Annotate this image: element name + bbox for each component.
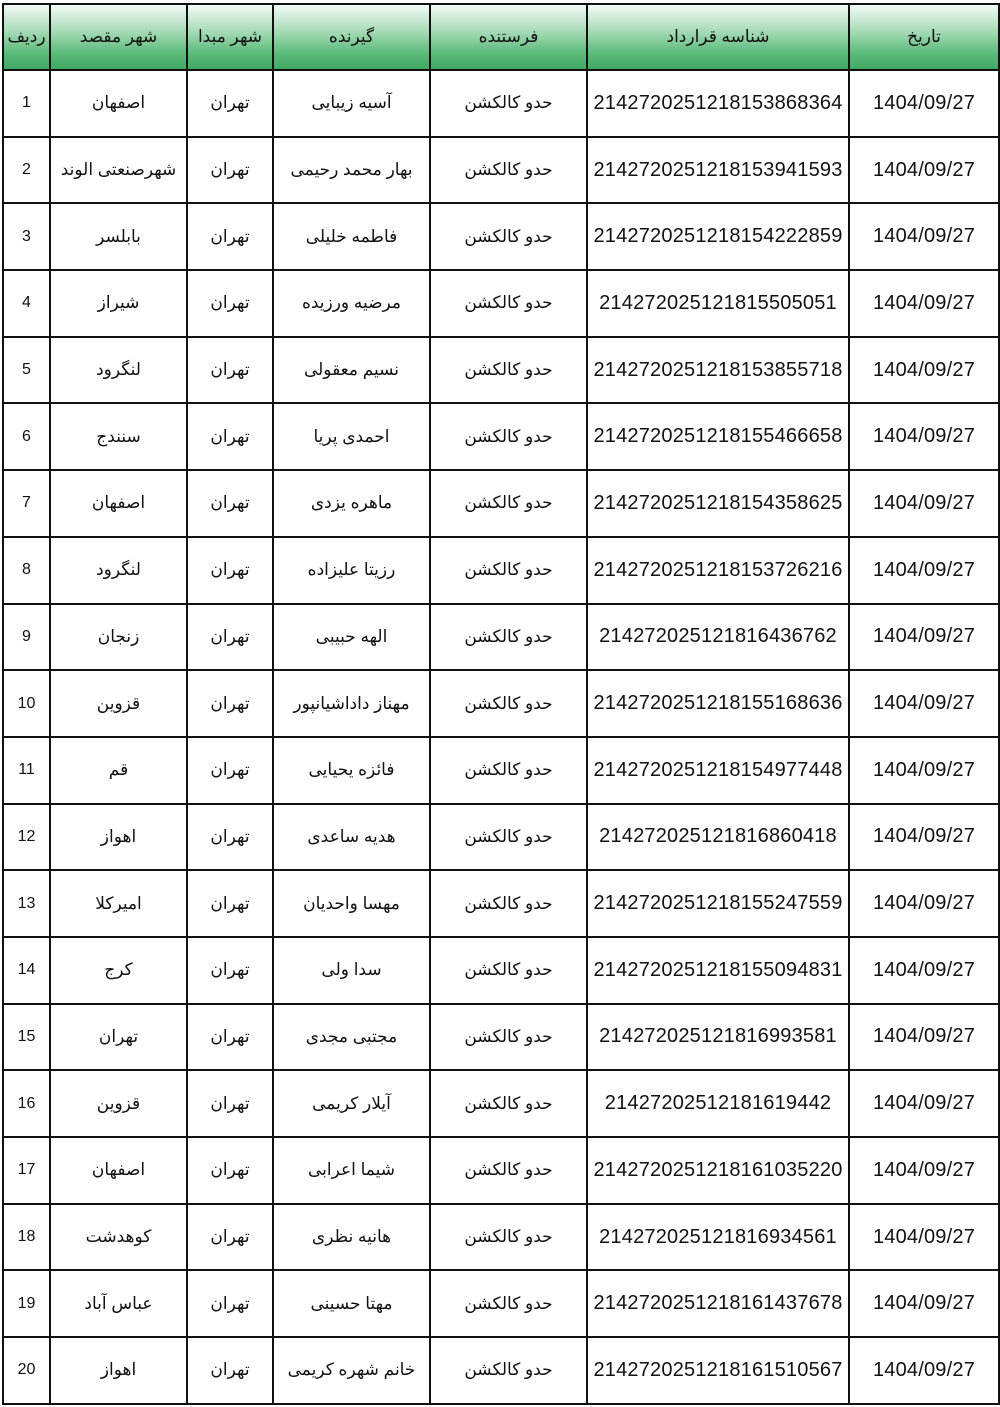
destination-cell: بابلسر	[50, 203, 187, 270]
sender-cell: حدو کالکشن	[430, 1070, 587, 1137]
destination-cell: عباس آباد	[50, 1270, 187, 1337]
receiver-cell: ماهره یزدی	[273, 470, 430, 537]
contract-id-cell: 2142720251218154977448	[587, 737, 849, 804]
receiver-cell: سدا ولی	[273, 937, 430, 1004]
receiver-cell: آیلار کریمی	[273, 1070, 430, 1137]
destination-cell: قم	[50, 737, 187, 804]
header-contract-id: شناسه قرارداد	[587, 4, 849, 70]
destination-cell: امیرکلا	[50, 870, 187, 937]
origin-cell: تهران	[187, 1337, 273, 1404]
sender-cell: حدو کالکشن	[430, 470, 587, 537]
header-row-number: ردیف	[3, 4, 50, 70]
contract-id-cell: 2142720251218155466658	[587, 403, 849, 470]
table-row	[3, 403, 999, 470]
row-number-cell: 14	[3, 937, 50, 1004]
contract-id-cell: 2142720251218161437678	[587, 1270, 849, 1337]
destination-cell: اصفهان	[50, 70, 187, 137]
sender-cell: حدو کالکشن	[430, 137, 587, 204]
contract-id-cell: 2142720251218154222859	[587, 203, 849, 270]
date-cell: 1404/09/27	[849, 1337, 999, 1404]
date-cell: 1404/09/27	[849, 270, 999, 337]
contract-id-cell: 21427202512181619442	[587, 1070, 849, 1137]
table-row	[3, 670, 999, 737]
origin-cell: تهران	[187, 337, 273, 404]
date-cell: 1404/09/27	[849, 337, 999, 404]
contract-id-cell: 214272025121816993581	[587, 1004, 849, 1071]
receiver-cell: آسیه زیبایی	[273, 70, 430, 137]
origin-cell: تهران	[187, 270, 273, 337]
table-row	[3, 1070, 999, 1137]
row-number-cell: 6	[3, 403, 50, 470]
date-cell: 1404/09/27	[849, 70, 999, 137]
row-number-cell: 16	[3, 1070, 50, 1137]
receiver-cell: نسیم معقولی	[273, 337, 430, 404]
sender-cell: حدو کالکشن	[430, 1270, 587, 1337]
sender-cell: حدو کالکشن	[430, 337, 587, 404]
row-number-cell: 9	[3, 604, 50, 671]
header-date: تاریخ	[849, 4, 999, 70]
sender-cell: حدو کالکشن	[430, 1204, 587, 1271]
date-cell: 1404/09/27	[849, 1137, 999, 1204]
destination-cell: زنجان	[50, 604, 187, 671]
header-destination: شهر مقصد	[50, 4, 187, 70]
date-cell: 1404/09/27	[849, 870, 999, 937]
date-cell: 1404/09/27	[849, 470, 999, 537]
table-row	[3, 870, 999, 937]
destination-cell: اصفهان	[50, 470, 187, 537]
origin-cell: تهران	[187, 804, 273, 871]
receiver-cell: هدیه ساعدی	[273, 804, 430, 871]
sender-cell: حدو کالکشن	[430, 70, 587, 137]
sender-cell: حدو کالکشن	[430, 937, 587, 1004]
header-sender: فرستنده	[430, 4, 587, 70]
origin-cell: تهران	[187, 937, 273, 1004]
receiver-cell: مجتبی مجدی	[273, 1004, 430, 1071]
sender-cell: حدو کالکشن	[430, 670, 587, 737]
receiver-cell: مهتا حسینی	[273, 1270, 430, 1337]
contract-id-cell: 2142720251218153941593	[587, 137, 849, 204]
date-cell: 1404/09/27	[849, 403, 999, 470]
receiver-cell: شیما اعرابی	[273, 1137, 430, 1204]
destination-cell: اصفهان	[50, 1137, 187, 1204]
destination-cell: لنگرود	[50, 537, 187, 604]
sender-cell: حدو کالکشن	[430, 537, 587, 604]
sender-cell: حدو کالکشن	[430, 604, 587, 671]
destination-cell: سنندج	[50, 403, 187, 470]
origin-cell: تهران	[187, 1270, 273, 1337]
receiver-cell: احمدی پریا	[273, 403, 430, 470]
destination-cell: قزوین	[50, 670, 187, 737]
sender-cell: حدو کالکشن	[430, 870, 587, 937]
destination-cell: تهران	[50, 1004, 187, 1071]
row-number-cell: 4	[3, 270, 50, 337]
origin-cell: تهران	[187, 1137, 273, 1204]
receiver-cell: فائزه یحیایی	[273, 737, 430, 804]
receiver-cell: مرضیه ورزیده	[273, 270, 430, 337]
date-cell: 1404/09/27	[849, 1004, 999, 1071]
destination-cell: قزوین	[50, 1070, 187, 1137]
date-cell: 1404/09/27	[849, 604, 999, 671]
receiver-cell: رزیتا علیزاده	[273, 537, 430, 604]
destination-cell: شهرصنعتی الوند	[50, 137, 187, 204]
row-number-cell: 12	[3, 804, 50, 871]
destination-cell: کرج	[50, 937, 187, 1004]
row-number-cell: 5	[3, 337, 50, 404]
sender-cell: حدو کالکشن	[430, 1137, 587, 1204]
table-row	[3, 470, 999, 537]
date-cell: 1404/09/27	[849, 1070, 999, 1137]
origin-cell: تهران	[187, 137, 273, 204]
contract-id-cell: 2142720251218154358625	[587, 470, 849, 537]
row-number-cell: 1	[3, 70, 50, 137]
contract-id-cell: 2142720251218155247559	[587, 870, 849, 937]
receiver-cell: هانیه نظری	[273, 1204, 430, 1271]
origin-cell: تهران	[187, 670, 273, 737]
contract-id-cell: 2142720251218155168636	[587, 670, 849, 737]
table-row	[3, 1337, 999, 1404]
row-number-cell: 7	[3, 470, 50, 537]
table-row	[3, 70, 999, 137]
table-row	[3, 1137, 999, 1204]
sender-cell: حدو کالکشن	[430, 203, 587, 270]
contract-id-cell: 214272025121816436762	[587, 604, 849, 671]
row-number-cell: 2	[3, 137, 50, 204]
origin-cell: تهران	[187, 604, 273, 671]
table-row	[3, 804, 999, 871]
table-row	[3, 270, 999, 337]
contract-id-cell: 214272025121816934561	[587, 1204, 849, 1271]
date-cell: 1404/09/27	[849, 670, 999, 737]
header-origin: شهر مبدا	[187, 4, 273, 70]
sender-cell: حدو کالکشن	[430, 270, 587, 337]
date-cell: 1404/09/27	[849, 804, 999, 871]
table-row	[3, 604, 999, 671]
row-number-cell: 20	[3, 1337, 50, 1404]
contract-id-cell: 2142720251218153868364	[587, 70, 849, 137]
contract-id-cell: 2142720251218153726216	[587, 537, 849, 604]
table-row	[3, 203, 999, 270]
date-cell: 1404/09/27	[849, 203, 999, 270]
receiver-cell: بهار محمد رحیمی	[273, 137, 430, 204]
origin-cell: تهران	[187, 470, 273, 537]
row-number-cell: 15	[3, 1004, 50, 1071]
destination-cell: اهواز	[50, 804, 187, 871]
row-number-cell: 18	[3, 1204, 50, 1271]
table-row	[3, 1270, 999, 1337]
receiver-cell: مهسا واحدیان	[273, 870, 430, 937]
row-number-cell: 8	[3, 537, 50, 604]
header-row	[3, 4, 999, 70]
date-cell: 1404/09/27	[849, 1270, 999, 1337]
origin-cell: تهران	[187, 737, 273, 804]
contract-id-cell: 214272025121816860418	[587, 804, 849, 871]
receiver-cell: خانم شهره کریمی	[273, 1337, 430, 1404]
destination-cell: اهواز	[50, 1337, 187, 1404]
destination-cell: لنگرود	[50, 337, 187, 404]
receiver-cell: مهناز داداشیانپور	[273, 670, 430, 737]
destination-cell: کوهدشت	[50, 1204, 187, 1271]
date-cell: 1404/09/27	[849, 737, 999, 804]
table-row	[3, 137, 999, 204]
shipments-table	[2, 3, 1000, 1405]
sender-cell: حدو کالکشن	[430, 737, 587, 804]
table-row	[3, 337, 999, 404]
contract-id-cell: 214272025121815505051	[587, 270, 849, 337]
row-number-cell: 10	[3, 670, 50, 737]
contract-id-cell: 2142720251218153855718	[587, 337, 849, 404]
row-number-cell: 3	[3, 203, 50, 270]
header-receiver: گیرنده	[273, 4, 430, 70]
origin-cell: تهران	[187, 1004, 273, 1071]
table-row	[3, 1204, 999, 1271]
date-cell: 1404/09/27	[849, 137, 999, 204]
origin-cell: تهران	[187, 1070, 273, 1137]
contract-id-cell: 2142720251218155094831	[587, 937, 849, 1004]
table-row	[3, 737, 999, 804]
origin-cell: تهران	[187, 70, 273, 137]
sender-cell: حدو کالکشن	[430, 1337, 587, 1404]
table-row	[3, 1004, 999, 1071]
sender-cell: حدو کالکشن	[430, 1004, 587, 1071]
row-number-cell: 13	[3, 870, 50, 937]
origin-cell: تهران	[187, 403, 273, 470]
table-row	[3, 937, 999, 1004]
row-number-cell: 11	[3, 737, 50, 804]
destination-cell: شیراز	[50, 270, 187, 337]
origin-cell: تهران	[187, 537, 273, 604]
origin-cell: تهران	[187, 1204, 273, 1271]
date-cell: 1404/09/27	[849, 937, 999, 1004]
sender-cell: حدو کالکشن	[430, 804, 587, 871]
date-cell: 1404/09/27	[849, 1204, 999, 1271]
contract-id-cell: 2142720251218161035220	[587, 1137, 849, 1204]
contract-id-cell: 2142720251218161510567	[587, 1337, 849, 1404]
origin-cell: تهران	[187, 203, 273, 270]
row-number-cell: 19	[3, 1270, 50, 1337]
sender-cell: حدو کالکشن	[430, 403, 587, 470]
date-cell: 1404/09/27	[849, 537, 999, 604]
row-number-cell: 17	[3, 1137, 50, 1204]
origin-cell: تهران	[187, 870, 273, 937]
table-row	[3, 537, 999, 604]
receiver-cell: فاطمه خلیلی	[273, 203, 430, 270]
receiver-cell: الهه حبیبی	[273, 604, 430, 671]
